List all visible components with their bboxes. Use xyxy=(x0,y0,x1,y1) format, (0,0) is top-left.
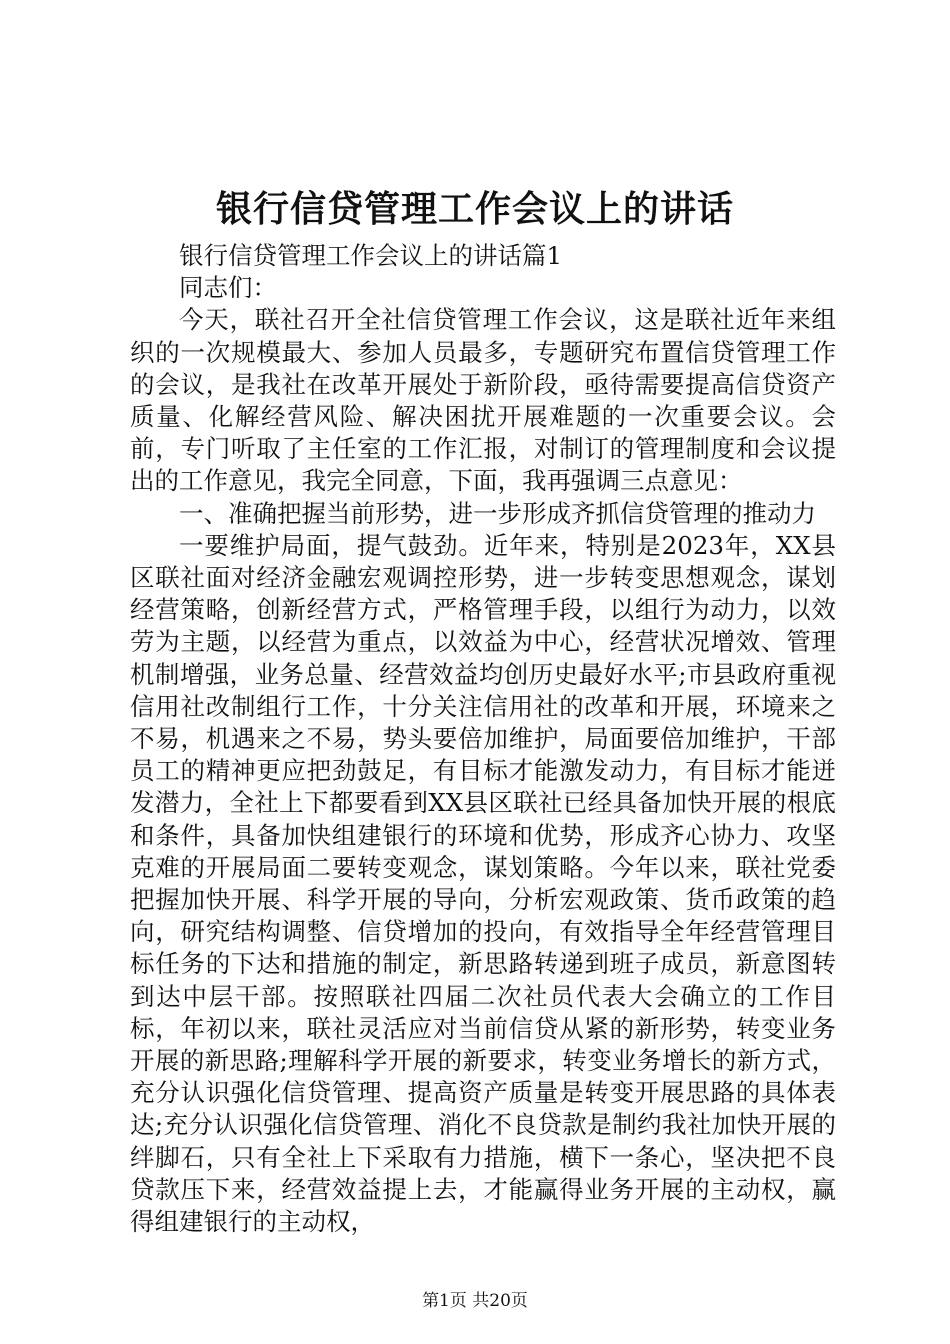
document-body xyxy=(130,240,836,1238)
paragraph-main: 一要维护局面，提气鼓劲。近年来，特别是2023年，XX县区联社面对经济金融宏观调控形势，进一步转变思想观念，谋划经营策略，创新经营方式，严格管理手段，以组行为动力，以效劳为主题，以经营为重点，以效益为中心，经营状况增效、管理机制增强，业务总量、经营效益均创历史最好水平;市县政府重视信用社改制组行工作，十分关注信用社的改革和开展，环境来之不易，机遇来之不易，势头要倍加维护，局面要倍加维护，干部员工的精神更应把劲鼓足，有目标才能激发动力，有目标才能迸发潜力，全社上下都要看到XX县区联社已经具备加快开展的根底和条件，具备加快组建银行的环境和优势，形成齐心协力、攻坚克难的开展局面二要转变观念，谋划策略。今年以来，联社党委把握加快开展、科学开展的导向，分析宏观政策、货币政策的趋向，研究结构调整、信贷增加的投向，有效指导全年经营管理目标任务的下达和措施的制定，新思路转递到班子成员，新意图转到达中层干部。按照联社四届二次社员代表大会确立的工作目标，年初以来，联社灵活应对当前信贷从紧的新形势，转变业务开展的新思路;理解科学开展的新要求，转变业务增长的新方式，充分认识强化信贷管理、提高资产质量是转变开展思路的具体表达;充分认识强化信贷管理、消化不良贷款是制约我社加快开展的绊脚石，只有全社上下采取有力措施，横下一条心，坚决把不良贷款压下来，经营效益提上去，才能赢得业务开展的主动权，赢得组建银行的主动权， xyxy=(130,530,836,1237)
document-title: 银行信贷管理工作会议上的讲话 xyxy=(215,188,734,230)
paragraph-section-heading: 一、准确把握当前形势，进一步形成齐抓信贷管理的推动力 xyxy=(179,498,816,528)
paragraph-intro: 今天，联社召开全社信贷管理工作会议，这是联社近年来组织的一次规模最大、参加人员最多，专题研究布置信贷管理工作的会议，是我社在改革开展处于新阶段，亟待需要提高信贷资产质量、化解经营风险、解决困扰开展难题的一次重要会议。会前，专门听取了主任室的工作汇报，对制订的管理制度和会议提出的工作意见，我完全同意，下面，我再强调三点意见： xyxy=(130,305,836,496)
paragraph-subtitle: 银行信贷管理工作会议上的讲话篇1 xyxy=(179,241,563,270)
page-footer: 第1页 共20页 xyxy=(422,1291,528,1311)
paragraph-greeting: 同志们： xyxy=(179,273,277,303)
